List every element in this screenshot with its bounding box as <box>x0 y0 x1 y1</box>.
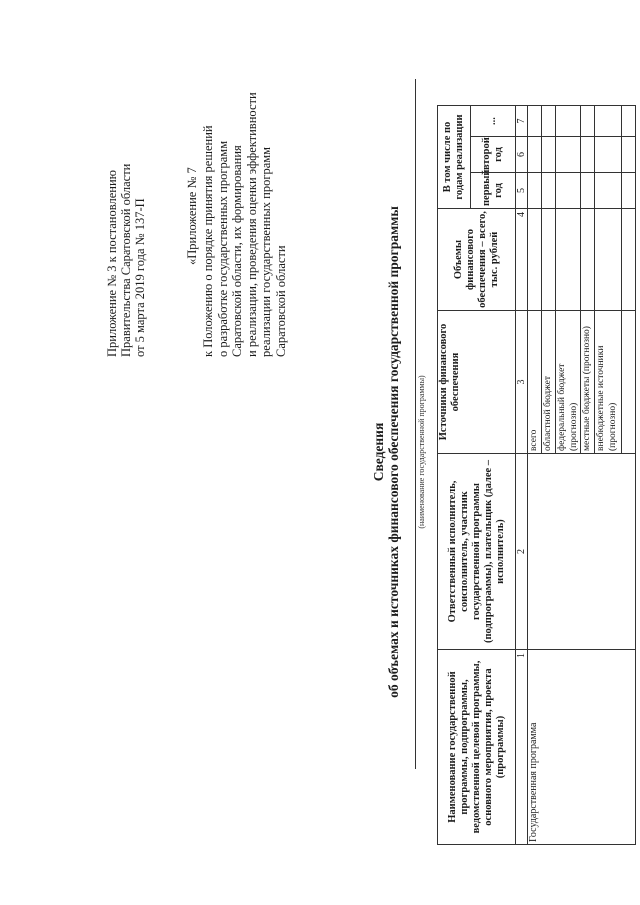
financing-table <box>437 35 636 846</box>
value-cell <box>622 106 636 137</box>
header-executor: Ответственный исполнитель, соисполнитель, участник государственной программы (подпрограммы), плательщик (далее – исполнитель) <box>438 454 516 650</box>
value-cell <box>556 137 581 173</box>
column-number: 6 <box>516 137 528 173</box>
inner-appendix-title: «Приложение № 7 <box>185 167 199 265</box>
value-cell <box>528 137 542 173</box>
value-cell <box>622 209 636 311</box>
column-number: 5 <box>516 173 528 209</box>
appendix-header-line: Приложение № 3 к постановлению <box>105 170 119 357</box>
value-cell <box>581 209 595 311</box>
source-row-extrabudgetary: внебюджетные источники (прогнозно) <box>595 311 622 454</box>
inner-appendix-line: реализации государственных программ <box>259 146 274 357</box>
empty-margin-cell <box>438 35 636 106</box>
column-number: 1 <box>516 650 528 845</box>
value-cell <box>622 137 636 173</box>
inner-appendix-line: о разработке государственных программ <box>215 140 230 357</box>
source-row-extra <box>622 311 636 454</box>
inner-appendix-line: Саратовской области, их формирования <box>230 145 245 357</box>
source-row-local: местные бюджеты (прогнозно) <box>581 311 595 454</box>
value-cell <box>595 137 622 173</box>
header-total-volume: Объемы финансового обеспечения – всего, тыс. рублей <box>438 209 516 311</box>
column-number: 4 <box>516 209 528 311</box>
header-financing-sources: Источники финансового обеспечения <box>438 311 516 454</box>
value-cell <box>542 137 556 173</box>
inner-appendix-line: Саратовской области <box>273 245 288 357</box>
inner-appendix-text <box>201 27 289 357</box>
value-cell <box>556 173 581 209</box>
value-cell <box>556 209 581 311</box>
value-cell <box>528 209 542 311</box>
appendix-header-line: Правительства Саратовской области <box>119 163 133 357</box>
value-cell <box>528 173 542 209</box>
value-cell <box>528 106 542 137</box>
appendix-header <box>105 37 147 357</box>
document-page <box>40 27 618 877</box>
value-cell <box>595 106 622 137</box>
value-cell <box>622 173 636 209</box>
column-number: 3 <box>516 311 528 454</box>
program-label-cell: Государственная программа <box>528 650 636 845</box>
column-number: 2 <box>516 454 528 650</box>
value-cell <box>581 173 595 209</box>
document-title: Сведения <box>371 422 386 482</box>
executor-cell <box>528 454 636 650</box>
source-row-total: всего <box>528 311 542 454</box>
value-cell <box>542 173 556 209</box>
value-cell <box>581 137 595 173</box>
inner-appendix-line: и реализации, проведения оценки эффективности <box>244 92 259 357</box>
value-cell <box>595 173 622 209</box>
program-name-caption: (наименование государственной программы) <box>417 375 426 529</box>
header-year-second: второй год <box>471 137 516 173</box>
column-number: 7 <box>516 106 528 137</box>
document-subtitle: об объемах и источниках финансового обеспечения государственной программы <box>386 206 401 698</box>
header-year-first: первый год <box>471 173 516 209</box>
program-name-underline <box>415 79 416 769</box>
value-cell <box>595 209 622 311</box>
value-cell <box>581 106 595 137</box>
header-by-years: В том числе по годам реализации <box>438 106 471 209</box>
source-row-federal: федеральный бюджет (прогнозно) <box>556 311 581 454</box>
value-cell <box>556 106 581 137</box>
source-row-regional: областной бюджет <box>542 311 556 454</box>
header-program-name: Наименование государственной программы, подпрограммы, ведомственной целевой программы, основного мероприятия, проекта (программы) <box>438 650 516 845</box>
value-cell <box>542 106 556 137</box>
inner-appendix-line: к Положению о порядке принятия решений <box>201 125 215 357</box>
header-more-years: ... <box>471 106 516 137</box>
value-cell <box>542 209 556 311</box>
appendix-header-line: от 5 марта 2019 года № 137-П <box>133 198 147 357</box>
